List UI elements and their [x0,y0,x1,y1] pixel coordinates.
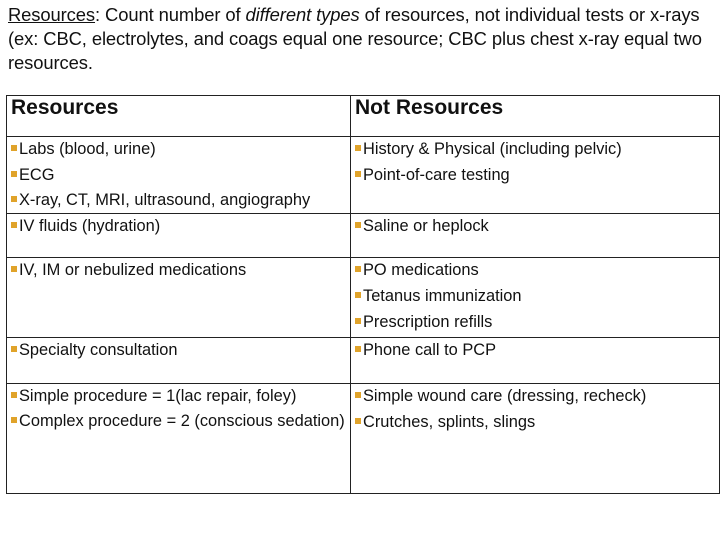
square-bullet-icon [11,145,17,151]
square-bullet-icon [355,418,361,424]
list-item [11,189,346,211]
list-item [355,214,715,238]
list-item [355,258,715,282]
list-item [355,163,715,187]
item-text: IV fluids (hydration) [19,217,161,235]
table-row [7,137,720,214]
square-bullet-icon [11,222,17,228]
list-item [11,338,346,362]
list-item [355,310,715,334]
item-text: Specialty consultation [19,341,178,359]
list-item [355,137,715,161]
list-item [11,163,346,187]
table-row [7,258,720,338]
item-text: Point-of-care testing [363,166,510,184]
square-bullet-icon [355,346,361,352]
item-text: Tetanus immunization [363,287,522,305]
list-item [355,384,715,408]
intro-text-part2: of resources, not individual tests or x-rays (ex: CBC, electrolytes, and coags equal one resource; CBC plus chest x-ray equal two resources. [8,4,702,73]
not-resources-cell [351,338,720,384]
square-bullet-icon [11,392,17,398]
not-resources-cell [351,258,720,338]
intro-text-part1: : Count number of [95,4,246,25]
resources-cell [7,258,351,338]
header-resources: Resources [7,96,351,137]
table-row [7,384,720,494]
list-item [11,410,346,432]
square-bullet-icon [355,392,361,398]
item-text: Phone call to PCP [363,341,497,359]
square-bullet-icon [11,346,17,352]
intro-label: Resources [8,4,96,25]
item-text: PO medications [363,261,479,279]
not-resources-cell [351,137,720,214]
item-text: Simple wound care (dressing, recheck) [363,387,647,405]
square-bullet-icon [11,196,17,202]
item-text: Simple procedure = 1(lac repair, foley) [19,387,297,405]
item-text: Saline or heplock [363,217,489,235]
item-text: History & Physical (including pelvic) [363,140,622,158]
item-text: Complex procedure = 2 (conscious sedation) [19,412,345,430]
resources-cell [7,137,351,214]
header-not-resources: Not Resources [351,96,720,137]
square-bullet-icon [11,266,17,272]
not-resources-cell [351,384,720,494]
item-text: IV, IM or nebulized medications [19,261,247,279]
list-item [355,284,715,308]
intro-paragraph [8,3,724,75]
table-header-row [7,96,720,137]
list-item [11,384,346,408]
square-bullet-icon [355,145,361,151]
list-item [355,338,715,362]
item-text: Labs (blood, urine) [19,140,156,158]
resources-cell [7,214,351,258]
square-bullet-icon [355,292,361,298]
resources-cell [7,384,351,494]
item-text: Crutches, splints, slings [363,413,536,431]
item-text: X-ray, CT, MRI, ultrasound, angiography [19,191,311,209]
square-bullet-icon [355,318,361,324]
square-bullet-icon [355,171,361,177]
list-item [11,258,346,282]
square-bullet-icon [355,222,361,228]
square-bullet-icon [11,417,17,423]
intro-emphasis: different types [245,4,360,25]
list-item [355,410,715,434]
table-row [7,214,720,258]
item-text: ECG [19,166,55,184]
square-bullet-icon [11,171,17,177]
square-bullet-icon [355,266,361,272]
not-resources-cell [351,214,720,258]
list-item [11,214,346,238]
list-item [11,137,346,161]
resources-cell [7,338,351,384]
resources-table [6,95,720,494]
item-text: Prescription refills [363,313,493,331]
table-row [7,338,720,384]
